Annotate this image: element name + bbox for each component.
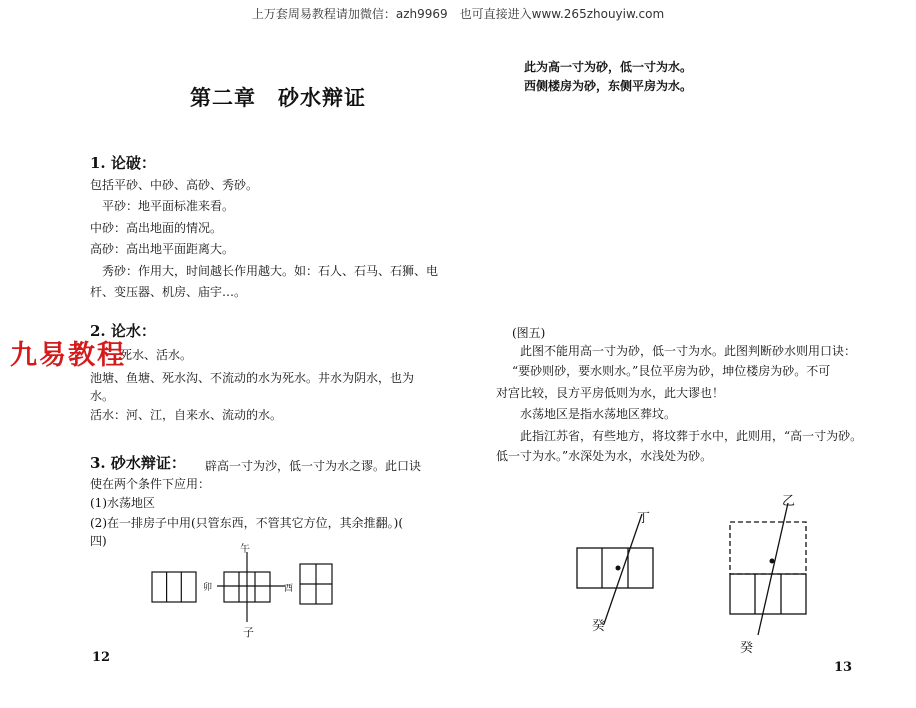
section-1-line: 包括平砂、中砂、高砂、秀砂。 [90, 178, 259, 192]
label-mao: 卯 [203, 583, 213, 593]
section-3-line: 辟高一寸为沙，低一寸为水之谬。此口诀 [205, 459, 422, 473]
watermark-logo: 九易教程 [10, 340, 126, 371]
label-gui-2: 癸 [740, 641, 754, 656]
section-1-line: 杆、变压器、机房、庙宇…。 [90, 285, 247, 299]
section-2-line: 池塘、鱼塘、死水沟、不流动的水为死水。井水为阴水，也为 [90, 371, 415, 385]
label-gui-1: 癸 [592, 619, 606, 634]
right-body-line: “要砂则砂，要水则水。”艮位平房为砂，坤位楼房为砂。不可 [512, 364, 831, 378]
figure-yi-gui-diagram [720, 495, 820, 645]
section-3-line: (1)水荡地区 [90, 496, 155, 510]
right-body-line: 对宫比较，艮方平房低则为水，此大谬也！ [496, 386, 725, 400]
figure-5-caption: (图五) [512, 326, 546, 340]
label-yi: 乙 [782, 494, 796, 509]
page-number-right: 13 [834, 660, 853, 675]
section-1-heading: 1. 论破： [90, 154, 156, 172]
right-body-line: 此指江苏省，有些地方，将坟葬于水中，此则用，“高一寸为砂。 [520, 429, 863, 443]
label-wu: 午 [240, 544, 250, 555]
section-2-line: 水。 [90, 389, 115, 403]
label-you: 酉 [284, 584, 294, 594]
section-1-line: 秀砂：作用大，时间越长作用越大。如：石人、石马、石狮、电 [102, 264, 439, 278]
right-top-line: 西侧楼房为砂，东侧平房为水。 [524, 79, 693, 93]
section-3-heading: 3. 砂水辩证： [90, 454, 186, 472]
section-2-line: 死水、活水。 [120, 348, 193, 362]
right-top-line: 此为高一寸为砂，低一寸为水。 [524, 60, 693, 74]
label-ding: 丁 [637, 511, 651, 526]
top-banner: 上万套周易教程请加微信：azh9969 也可直接进入www.265zhouyiw.com [251, 7, 665, 21]
section-3-line: 使在两个条件下应用： [90, 477, 211, 491]
section-2-heading: 2. 论水： [90, 322, 156, 340]
page-number-left: 12 [92, 650, 111, 665]
chapter-title: 第二章 砂水辩证 [190, 86, 366, 110]
section-2-line: 活水：河、江，自来水、流动的水。 [90, 408, 283, 422]
section-1-line: 平砂：地平面标准来看。 [102, 199, 235, 213]
right-body-line: 水荡地区是指水荡地区葬坟。 [520, 407, 677, 421]
section-1-line: 高砂：高出地平面距离大。 [90, 242, 235, 256]
label-zi: 子 [243, 626, 254, 639]
right-body-line: 低一寸为水。”水深处为水，水浅处为砂。 [496, 449, 713, 463]
right-body-line: 此图不能用高一寸为砂，低一寸为水。此图判断砂水则用口诀： [520, 344, 857, 358]
section-3-line: (2)在一排房子中用(只管东西，不管其它方位，其余推翻。)( [90, 516, 404, 530]
section-1-line: 中砂：高出地面的情况。 [90, 221, 223, 235]
section-3-line: 四) [90, 534, 107, 548]
